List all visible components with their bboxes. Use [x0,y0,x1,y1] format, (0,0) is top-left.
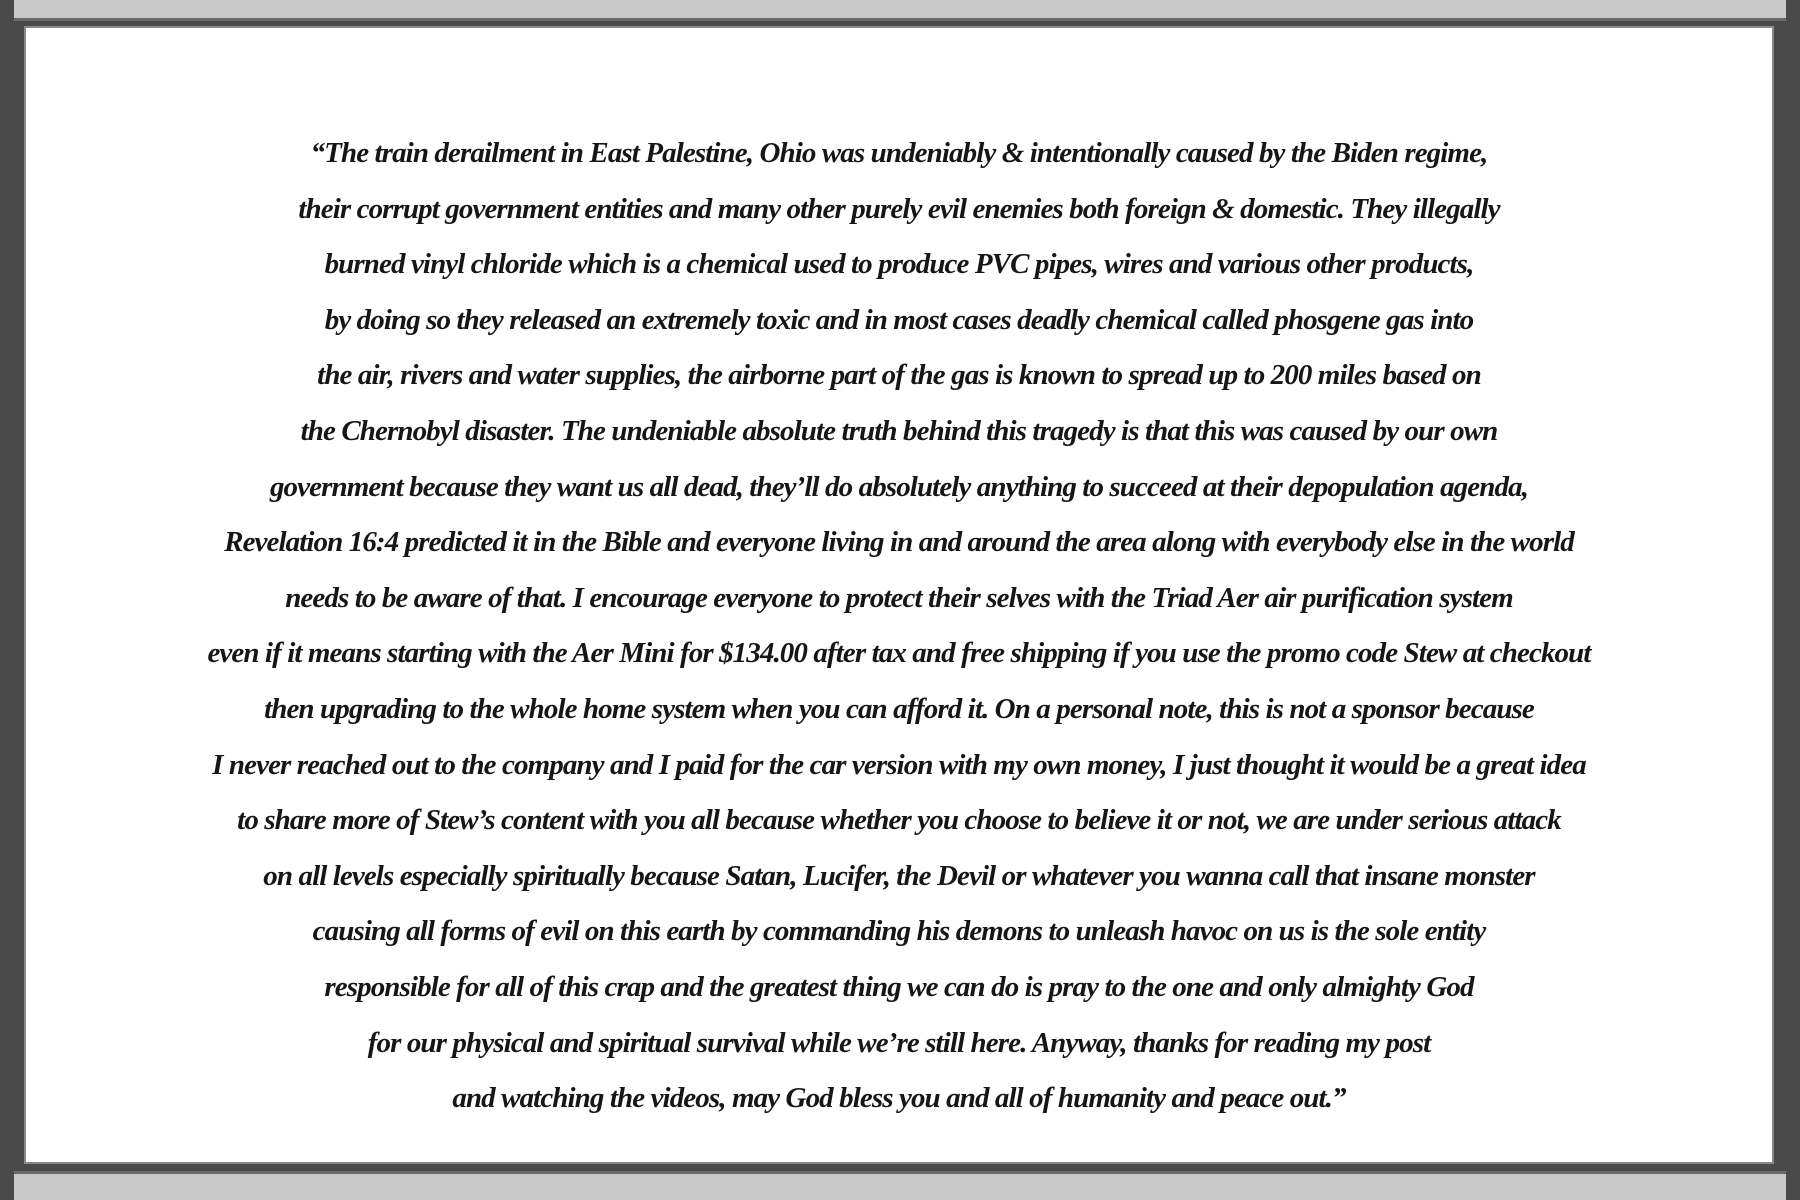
quote-line: even if it means starting with the Aer Mini for $134.00 after tax and free shipping if you use the promo code Stew at checkout [207,637,1591,670]
quote-panel [24,26,1774,1164]
quote-line: to share more of Stew’s content with you all because whether you choose to believe it or not, we are under serious attack [237,804,1561,837]
quote-line: by doing so they released an extremely toxic and in most cases deadly chemical called phosgene gas into [324,303,1474,336]
quote-line: “The train derailment in East Palestine, Ohio was undeniably & intentionally caused by the Biden regime, [310,137,1488,169]
quote-line: Revelation 16:4 predicted it in the Bible and everyone living in and around the area along with everybody else in the world [224,526,1574,559]
bottom-border-bar [14,1171,1786,1200]
quote-line: government because they want us all dead, they’ll do absolutely anything to succeed at their depopulation agenda, [269,470,1529,503]
quote-line: the Chernobyl disaster. The undeniable absolute truth behind this tragedy is that this was caused by our own [300,414,1498,447]
quote-line: burned vinyl chloride which is a chemical used to produce PVC pipes, wires and various other products, [324,248,1474,281]
top-border-bar [14,0,1786,21]
quote-line: I never reached out to the company and I paid for the car version with my own money, I just thought it would be a great idea [212,748,1586,781]
quote-line: then upgrading to the whole home system when you can afford it. On a personal note, this is not a sponsor because [264,692,1534,725]
quote-line: their corrupt government entities and many other purely evil enemies both foreign & domestic. They illegally [298,192,1500,225]
quote-line: on all levels especially spiritually because Satan, Lucifer, the Devil or whatever you wanna call that insane monster [263,859,1535,892]
quote-line: and watching the videos, may God bless you and all of humanity and peace out.” [452,1082,1346,1115]
quote-line: needs to be aware of that. I encourage everyone to protect their selves with the Triad Aer air purification system [285,581,1513,614]
quote-line: the air, rivers and water supplies, the airborne part of the gas is known to spread up to 200 miles based on [317,359,1481,392]
quote-text [26,126,1772,1127]
quote-line: causing all forms of evil on this earth by commanding his demons to unleash havoc on us is the sole entity [312,915,1486,948]
quote-line: for our physical and spiritual survival while we’re still here. Anyway, thanks for reading my post [367,1026,1431,1059]
quote-line: responsible for all of this crap and the greatest thing we can do is pray to the one and only almighty God [324,970,1474,1003]
